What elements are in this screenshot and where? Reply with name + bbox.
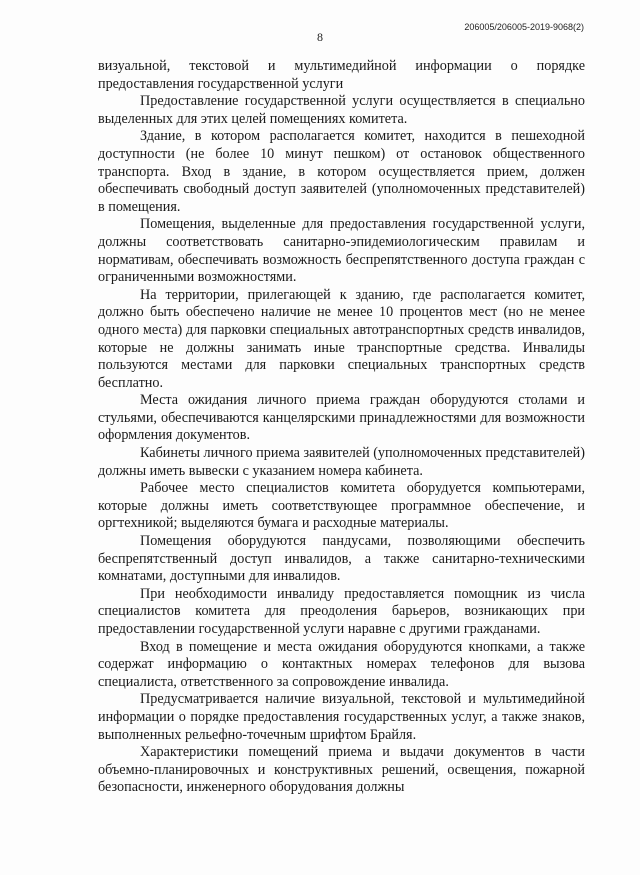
paragraph: Помещения, выделенные для предоставления государственной услуги, должны соответствовать санитарно-эпидемиологическим правилам и нормативам, обеспечивать возможность беспрепятственного доступа граждан с ограниченными возможностями.: [98, 216, 585, 286]
document-id: 206005/206005-2019-9068(2): [464, 22, 584, 32]
paragraph: Предоставление государственной услуги осуществляется в специально выделенных для этих целей помещениях комитета.: [98, 93, 585, 127]
body-text: [98, 58, 585, 797]
paragraph: Места ожидания личного приема граждан оборудуются столами и стульями, обеспечиваются канцелярскими принадлежностями для возможности оформления документов.: [98, 392, 585, 444]
paragraph: Кабинеты личного приема заявителей (уполномоченных представителей) должны иметь вывески с указанием номера кабинета.: [98, 445, 585, 479]
paragraph: Здание, в котором располагается комитет, находится в пешеходной доступности (не более 10 минут пешком) от остановок общественного транспорта. Вход в здание, в котором осуществляется прием, должен обеспечивать свободный доступ заявителей (уполномоченных представителей) в помещения.: [98, 128, 585, 215]
paragraph: Предусматривается наличие визуальной, текстовой и мультимедийной информации о порядке предоставления государственных услуг, а также знаков, выполненных рельефно-точечным шрифтом Брайля.: [98, 691, 585, 743]
paragraph: Помещения оборудуются пандусами, позволяющими обеспечить беспрепятственный доступ инвалидов, а также санитарно-техническими комнатами, доступными для инвалидов.: [98, 533, 585, 585]
paragraph: На территории, прилегающей к зданию, где располагается комитет, должно быть обеспечено наличие не менее 10 процентов мест (но не менее одного места) для парковки специальных автотранспортных средств инвалидов, которые не должны занимать иные транспортные средства. Инвалиды пользуются местами для парковки специальных транспортных средств бесплатно.: [98, 286, 585, 391]
paragraph: Рабочее место специалистов комитета оборудуется компьютерами, которые должны иметь соответствующее программное обеспечение, и оргтехникой; выделяются бумага и расходные материалы.: [98, 480, 585, 532]
paragraph-continuation: визуальной, текстовой и мультимедийной информации о порядке предоставления государственной услуги: [98, 58, 585, 92]
paragraph: При необходимости инвалиду предоставляется помощник из числа специалистов комитета для преодоления барьеров, возникающих при предоставлении государственной услуги наравне с другими гражданами.: [98, 585, 585, 637]
page-number: 8: [317, 30, 323, 44]
paragraph: Вход в помещение и места ожидания оборудуются кнопками, а также содержат информацию о контактных номерах телефонов для вызова специалиста, ответственного за сопровождение инвалида.: [98, 638, 585, 690]
paragraph: Характеристики помещений приема и выдачи документов в части объемно-планировочных и конструктивных решений, освещения, пожарной безопасности, инженерного оборудования должны: [98, 744, 585, 796]
